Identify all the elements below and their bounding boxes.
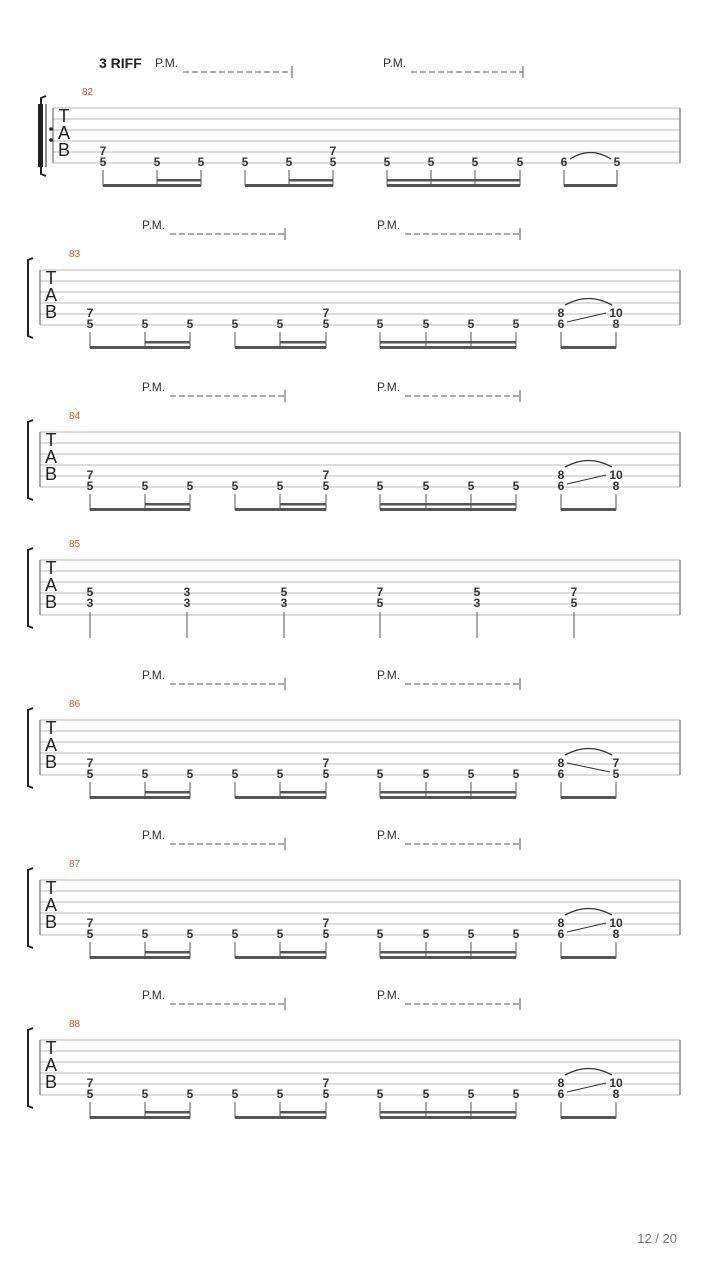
tab-system bbox=[28, 868, 680, 959]
fret-number: 8 bbox=[612, 317, 620, 331]
tab-clef-letter: B bbox=[57, 140, 71, 160]
note-beam-secondary bbox=[280, 341, 326, 344]
fret-number: 6 bbox=[557, 1087, 565, 1101]
note-beam bbox=[90, 346, 190, 349]
bar-number: 82 bbox=[82, 87, 94, 98]
bar-number: 87 bbox=[69, 859, 81, 870]
note-beam bbox=[380, 346, 516, 349]
fret-number: 8 bbox=[557, 756, 565, 770]
fret-number: 5 bbox=[231, 479, 239, 493]
tab-clef-letter: A bbox=[44, 735, 58, 755]
fret-number: 5 bbox=[467, 1087, 475, 1101]
tab-system bbox=[28, 1028, 680, 1119]
tab-clef-letter: T bbox=[45, 1038, 57, 1058]
fret-number: 3 bbox=[473, 596, 481, 610]
note-beam-secondary bbox=[380, 1111, 516, 1114]
note-beam-secondary bbox=[380, 341, 516, 344]
system-bracket bbox=[28, 868, 33, 948]
fret-number: 7 bbox=[570, 585, 578, 599]
note-beam bbox=[561, 508, 616, 511]
bar-number: 84 bbox=[69, 411, 81, 422]
tab-system bbox=[28, 708, 680, 799]
palm-mute-label: P.M. bbox=[377, 218, 401, 232]
note-beam-secondary bbox=[280, 791, 326, 794]
fret-number: 8 bbox=[557, 468, 565, 482]
note-beam-secondary bbox=[157, 179, 201, 182]
page-number: 12 / 20 bbox=[637, 1231, 677, 1246]
note-beam bbox=[235, 956, 326, 959]
note-beam bbox=[564, 184, 617, 187]
fret-number: 5 bbox=[471, 155, 479, 169]
fret-number: 5 bbox=[285, 155, 293, 169]
fret-number: 5 bbox=[322, 479, 330, 493]
note-beam bbox=[235, 508, 326, 511]
tab-clef-letter: T bbox=[58, 106, 70, 126]
fret-number: 3 bbox=[183, 596, 191, 610]
fret-number: 5 bbox=[422, 317, 430, 331]
bar-number: 83 bbox=[69, 249, 81, 260]
note-beam-secondary bbox=[145, 1111, 190, 1114]
fret-number: 5 bbox=[86, 767, 94, 781]
fret-number: 5 bbox=[329, 155, 337, 169]
palm-mute-label: P.M. bbox=[142, 380, 166, 394]
fret-number: 7 bbox=[612, 756, 620, 770]
fret-number: 5 bbox=[376, 479, 384, 493]
fret-number: 5 bbox=[322, 927, 330, 941]
tab-clef-letter: B bbox=[44, 752, 58, 772]
tab-clef-letter: T bbox=[45, 878, 57, 898]
fret-number: 5 bbox=[512, 767, 520, 781]
fret-number: 7 bbox=[99, 144, 107, 158]
tab-clef-letter: A bbox=[44, 575, 58, 595]
note-beam-secondary bbox=[289, 179, 333, 182]
fret-number: 8 bbox=[557, 306, 565, 320]
tab-clef-letter: A bbox=[44, 285, 58, 305]
system-bracket bbox=[28, 708, 33, 788]
fret-number: 5 bbox=[512, 927, 520, 941]
fret-number: 5 bbox=[276, 1087, 284, 1101]
fret-number: 5 bbox=[141, 767, 149, 781]
palm-mute-label: P.M. bbox=[377, 988, 401, 1002]
palm-mute-label: P.M. bbox=[377, 380, 401, 394]
fret-number: 5 bbox=[186, 317, 194, 331]
fret-number: 5 bbox=[186, 767, 194, 781]
fret-number: 5 bbox=[231, 317, 239, 331]
system-bracket bbox=[28, 258, 33, 338]
tab-clef-letter: A bbox=[44, 895, 58, 915]
tab-clef-letter: T bbox=[45, 430, 57, 450]
fret-number: 5 bbox=[86, 927, 94, 941]
note-beam bbox=[90, 508, 190, 511]
fret-number: 7 bbox=[86, 756, 94, 770]
fret-number: 5 bbox=[376, 767, 384, 781]
note-beam bbox=[90, 956, 190, 959]
fret-number: 5 bbox=[86, 479, 94, 493]
fret-number: 5 bbox=[276, 317, 284, 331]
section-label: 3 RIFF bbox=[99, 55, 142, 71]
fret-number: 7 bbox=[86, 306, 94, 320]
fret-number: 5 bbox=[427, 155, 435, 169]
palm-mute-label: P.M. bbox=[142, 828, 166, 842]
fret-number: 3 bbox=[280, 596, 288, 610]
fret-number: 5 bbox=[376, 927, 384, 941]
fret-number: 5 bbox=[141, 479, 149, 493]
fret-number: 10 bbox=[609, 1076, 623, 1090]
tab-clef-letter: B bbox=[44, 1072, 58, 1092]
repeat-dot bbox=[49, 127, 53, 131]
note-beam bbox=[561, 1116, 616, 1119]
note-beam-secondary bbox=[380, 951, 516, 954]
fret-number: 5 bbox=[467, 317, 475, 331]
fret-number: 7 bbox=[86, 916, 94, 930]
note-beam-secondary bbox=[280, 951, 326, 954]
bar-number: 85 bbox=[69, 539, 81, 550]
note-beam-secondary bbox=[387, 179, 520, 182]
tie-arc bbox=[565, 1069, 612, 1076]
palm-mute-label: P.M. bbox=[377, 668, 401, 682]
fret-number: 10 bbox=[609, 468, 623, 482]
note-beam-secondary bbox=[145, 951, 190, 954]
fret-number: 5 bbox=[467, 927, 475, 941]
note-beam bbox=[90, 1116, 190, 1119]
bar-number: 86 bbox=[69, 699, 81, 710]
fret-number: 5 bbox=[570, 596, 578, 610]
fret-number: 5 bbox=[86, 1087, 94, 1101]
fret-number: 5 bbox=[276, 927, 284, 941]
fret-number: 8 bbox=[612, 927, 620, 941]
note-beam-secondary bbox=[380, 503, 516, 506]
fret-number: 5 bbox=[197, 155, 205, 169]
fret-number: 5 bbox=[516, 155, 524, 169]
fret-number: 5 bbox=[473, 585, 481, 599]
fret-number: 7 bbox=[376, 585, 384, 599]
tie-arc bbox=[565, 299, 612, 306]
fret-number: 5 bbox=[612, 767, 620, 781]
tie-arc bbox=[570, 153, 611, 160]
fret-number: 8 bbox=[612, 1087, 620, 1101]
fret-number: 5 bbox=[467, 479, 475, 493]
fret-number: 5 bbox=[322, 317, 330, 331]
fret-number: 8 bbox=[557, 916, 565, 930]
fret-number: 7 bbox=[322, 1076, 330, 1090]
fret-number: 5 bbox=[186, 927, 194, 941]
fret-number: 5 bbox=[322, 1087, 330, 1101]
tab-clef-letter: T bbox=[45, 558, 57, 578]
tab-clef-letter: B bbox=[44, 912, 58, 932]
fret-number: 5 bbox=[241, 155, 249, 169]
tie-arc bbox=[565, 749, 612, 756]
tab-clef-letter: A bbox=[57, 123, 71, 143]
fret-number: 6 bbox=[560, 155, 568, 169]
tab-system bbox=[28, 420, 680, 511]
fret-number: 5 bbox=[322, 767, 330, 781]
palm-mute-label: P.M. bbox=[142, 218, 166, 232]
fret-number: 10 bbox=[609, 916, 623, 930]
palm-mute-label: P.M. bbox=[377, 828, 401, 842]
tie-arc bbox=[565, 461, 612, 468]
fret-number: 5 bbox=[153, 155, 161, 169]
note-beam bbox=[235, 1116, 326, 1119]
note-beam bbox=[245, 184, 333, 187]
fret-number: 5 bbox=[186, 479, 194, 493]
fret-number: 8 bbox=[557, 1076, 565, 1090]
note-beam bbox=[561, 956, 616, 959]
tab-clef-letter: B bbox=[44, 464, 58, 484]
fret-number: 5 bbox=[512, 479, 520, 493]
fret-number: 5 bbox=[141, 317, 149, 331]
fret-number: 7 bbox=[86, 1076, 94, 1090]
fret-number: 5 bbox=[276, 767, 284, 781]
tab-system bbox=[38, 96, 680, 187]
tab-clef-letter: B bbox=[44, 592, 58, 612]
fret-number: 5 bbox=[376, 317, 384, 331]
fret-number: 10 bbox=[609, 306, 623, 320]
tab-clef-letter: B bbox=[44, 302, 58, 322]
note-beam bbox=[380, 508, 516, 511]
fret-number: 5 bbox=[86, 317, 94, 331]
fret-number: 6 bbox=[557, 317, 565, 331]
note-beam-secondary bbox=[145, 341, 190, 344]
fret-number: 5 bbox=[231, 767, 239, 781]
note-beam-secondary bbox=[145, 503, 190, 506]
palm-mute-label: P.M. bbox=[142, 988, 166, 1002]
palm-mute-label: P.M. bbox=[383, 56, 407, 70]
note-beam bbox=[235, 346, 326, 349]
fret-number: 5 bbox=[280, 585, 288, 599]
fret-number: 5 bbox=[467, 767, 475, 781]
fret-number: 5 bbox=[376, 1087, 384, 1101]
fret-number: 3 bbox=[183, 585, 191, 599]
fret-number: 8 bbox=[612, 479, 620, 493]
fret-number: 7 bbox=[329, 144, 337, 158]
fret-number: 5 bbox=[231, 927, 239, 941]
note-beam bbox=[103, 184, 201, 187]
tab-clef-letter: A bbox=[44, 447, 58, 467]
tab-clef-letter: T bbox=[45, 268, 57, 288]
system-bracket bbox=[28, 420, 33, 500]
note-beam-secondary bbox=[280, 503, 326, 506]
repeat-thick-bar bbox=[38, 104, 43, 167]
tab-clef-letter: T bbox=[45, 718, 57, 738]
bar-number: 88 bbox=[69, 1019, 81, 1030]
tab-system bbox=[28, 258, 680, 349]
fret-number: 7 bbox=[322, 468, 330, 482]
note-beam-secondary bbox=[145, 791, 190, 794]
fret-number: 5 bbox=[276, 479, 284, 493]
fret-number: 5 bbox=[231, 1087, 239, 1101]
fret-number: 5 bbox=[383, 155, 391, 169]
note-beam bbox=[380, 1116, 516, 1119]
fret-number: 5 bbox=[613, 155, 621, 169]
note-beam bbox=[561, 346, 616, 349]
fret-number: 5 bbox=[512, 1087, 520, 1101]
fret-number: 7 bbox=[322, 306, 330, 320]
note-beam-secondary bbox=[280, 1111, 326, 1114]
fret-number: 7 bbox=[322, 756, 330, 770]
tab-clef-letter: A bbox=[44, 1055, 58, 1075]
fret-number: 5 bbox=[186, 1087, 194, 1101]
note-beam bbox=[380, 796, 516, 799]
fret-number: 5 bbox=[141, 1087, 149, 1101]
palm-mute-label: P.M. bbox=[155, 56, 179, 70]
note-beam bbox=[387, 184, 520, 187]
fret-number: 5 bbox=[141, 927, 149, 941]
repeat-dot bbox=[49, 138, 53, 142]
palm-mute-label: P.M. bbox=[142, 668, 166, 682]
fret-number: 5 bbox=[422, 1087, 430, 1101]
fret-number: 6 bbox=[557, 767, 565, 781]
fret-number: 5 bbox=[512, 317, 520, 331]
fret-number: 6 bbox=[557, 479, 565, 493]
system-bracket bbox=[28, 548, 33, 628]
fret-number: 7 bbox=[86, 468, 94, 482]
note-beam bbox=[380, 956, 516, 959]
system-bracket bbox=[28, 1028, 33, 1108]
tie-arc bbox=[565, 909, 612, 916]
fret-number: 5 bbox=[86, 585, 94, 599]
tab-system bbox=[28, 548, 680, 638]
note-beam-secondary bbox=[380, 791, 516, 794]
note-beam bbox=[561, 796, 616, 799]
fret-number: 5 bbox=[99, 155, 107, 169]
fret-number: 5 bbox=[422, 927, 430, 941]
fret-number: 5 bbox=[422, 767, 430, 781]
fret-number: 5 bbox=[376, 596, 384, 610]
note-beam bbox=[235, 796, 326, 799]
fret-number: 7 bbox=[322, 916, 330, 930]
fret-number: 5 bbox=[422, 479, 430, 493]
fret-number: 3 bbox=[86, 596, 94, 610]
note-beam bbox=[90, 796, 190, 799]
fret-number: 6 bbox=[557, 927, 565, 941]
